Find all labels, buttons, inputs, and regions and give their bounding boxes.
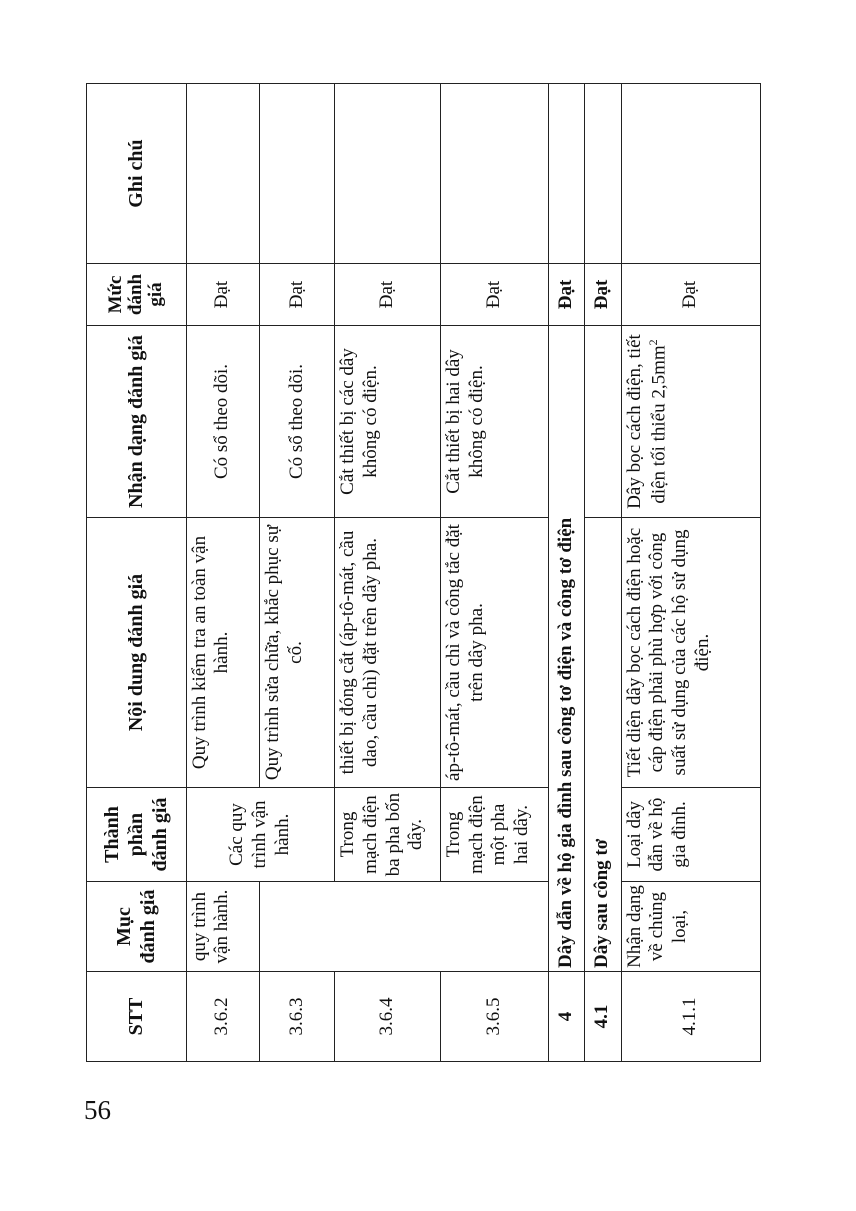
nhan-dang-cell bbox=[585, 326, 622, 518]
assessment-table-rotated bbox=[86, 84, 761, 1062]
section-row bbox=[548, 84, 585, 1062]
ghi-chu-cell bbox=[585, 84, 622, 264]
muc-cell: quy trình vận hành. bbox=[186, 882, 259, 972]
nhan-dang-cell bbox=[621, 326, 760, 518]
stt-cell: 3.6.2 bbox=[186, 972, 259, 1062]
header-thanh-phan: Thành phần đánh giá bbox=[87, 788, 187, 882]
table-row bbox=[440, 84, 548, 1062]
ghi-chu-cell bbox=[186, 84, 259, 264]
header-noi-dung: Nội dung đánh giá bbox=[87, 518, 187, 788]
ghi-chu-cell bbox=[548, 84, 585, 264]
ghi-chu-cell bbox=[259, 84, 334, 264]
nhan-dang-cell: Cắt thiết bị hai dây không có điện. bbox=[440, 326, 548, 518]
stt-cell: 3.6.3 bbox=[259, 972, 334, 1062]
header-muc-danh-gia: Mức đánh giá bbox=[87, 264, 187, 326]
table-row bbox=[621, 84, 760, 1062]
header-muc: Mục đánh giá bbox=[87, 882, 187, 972]
section-title: Dây sau công tơ bbox=[585, 518, 622, 972]
muc-danh-gia-cell: Đạt bbox=[621, 264, 760, 326]
thanh-phan-cell: Các quy trình vận hành. bbox=[186, 788, 334, 882]
header-stt: STT bbox=[87, 972, 187, 1062]
nhan-dang-text: Dây bọc cách điện, tiết diện tối thiểu 2,5mm bbox=[623, 334, 670, 509]
muc-danh-gia-cell: Đạt bbox=[585, 264, 622, 326]
table-row bbox=[335, 84, 441, 1062]
stt-cell: 3.6.4 bbox=[335, 972, 441, 1062]
muc-cell bbox=[440, 882, 548, 972]
thanh-phan-cell: Trong mạch điện một pha hai dây. bbox=[440, 788, 548, 882]
noi-dung-cell: Quy trình kiểm tra an toàn vận hành. bbox=[186, 518, 259, 788]
noi-dung-cell: Quy trình sửa chữa, khắc phục sự cố. bbox=[259, 518, 334, 788]
noi-dung-cell: thiết bị đóng cắt (áp-tô-mát, cầu dao, cầu chì) đặt trên dây pha. bbox=[335, 518, 441, 788]
nhan-dang-cell: Có sổ theo dõi. bbox=[186, 326, 259, 518]
muc-cell bbox=[259, 882, 334, 972]
ghi-chu-cell bbox=[335, 84, 441, 264]
thanh-phan-cell: Loại dây dẫn về hộ gia đình. bbox=[621, 788, 760, 882]
section-row bbox=[585, 84, 622, 1062]
muc-danh-gia-cell: Đạt bbox=[335, 264, 441, 326]
nhan-dang-cell: Cắt thiết bị các dây không có điện. bbox=[335, 326, 441, 518]
superscript: 2 bbox=[646, 339, 661, 346]
assessment-table bbox=[86, 83, 761, 1062]
muc-cell bbox=[335, 882, 441, 972]
ghi-chu-cell bbox=[440, 84, 548, 264]
stt-cell: 4.1 bbox=[585, 972, 622, 1062]
header-ghi-chu: Ghi chú bbox=[87, 84, 187, 264]
table-header-row bbox=[87, 84, 187, 1062]
page-number: 56 bbox=[84, 1095, 111, 1125]
thanh-phan-cell: Trong mạch điện ba pha bốn dây. bbox=[335, 788, 441, 882]
muc-danh-gia-cell: Đạt bbox=[440, 264, 548, 326]
nhan-dang-cell: Có sổ theo dõi. bbox=[259, 326, 334, 518]
ghi-chu-cell bbox=[621, 84, 760, 264]
muc-danh-gia-cell: Đạt bbox=[548, 264, 585, 326]
muc-cell: Nhận dạng về chủng loại, bbox=[621, 882, 760, 972]
stt-cell: 4 bbox=[548, 972, 585, 1062]
table-row bbox=[259, 84, 334, 1062]
noi-dung-cell: Tiết diện dây bọc cách điện hoặc cáp điện phải phù hợp với công suất sử dụng của các hộ sử dụng điện. bbox=[621, 518, 760, 788]
muc-danh-gia-cell: Đạt bbox=[186, 264, 259, 326]
section-title: Dây dẫn về hộ gia đình sau công tơ điện và công tơ điện bbox=[548, 326, 585, 972]
stt-cell: 4.1.1 bbox=[621, 972, 760, 1062]
table-row bbox=[186, 84, 259, 1062]
noi-dung-cell: áp-tô-mát, cầu chì và công tắc đặt trên dây pha. bbox=[440, 518, 548, 788]
stt-cell: 3.6.5 bbox=[440, 972, 548, 1062]
header-nhan-dang: Nhận dạng đánh giá bbox=[87, 326, 187, 518]
muc-danh-gia-cell: Đạt bbox=[259, 264, 334, 326]
